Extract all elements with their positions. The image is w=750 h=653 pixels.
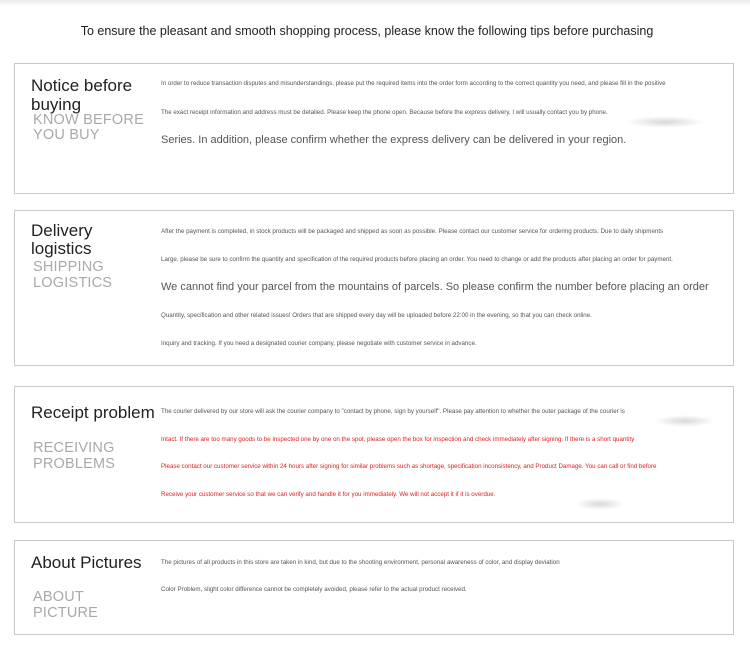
section-title-line-1: Delivery — [31, 221, 93, 240]
decorative-shadow — [625, 116, 705, 128]
receipt-warning-line-3: Receive your customer service so that we can verify and handle it for you immediately. We will not accept it if it is overdue. — [161, 491, 496, 498]
decorative-shadow — [655, 415, 715, 427]
notice-text-line-1: In order to reduce transaction disputes and misunderstandings, please put the required items into the order form according to the correct quantity you need, and please fill in the positive — [161, 80, 666, 87]
delivery-text-line-5: Inquiry and tracking. If you need a designated courier company, please negotiate with customer service in advance. — [161, 340, 477, 347]
pictures-text-line-2: Color Problem, slight color difference cannot be completely avoided, please refer to the actual product received. — [161, 586, 467, 593]
section-title-line-2: logistics — [31, 239, 92, 258]
receipt-problem-panel — [14, 386, 734, 523]
section-subtitle-line-2: PICTURE — [33, 605, 99, 621]
about-pictures-panel — [14, 540, 734, 635]
delivery-text-line-2: Large, please be sure to confirm the quantity and specification of the required products before placing an order. You need to change or add the products after placing an order for payment. — [161, 256, 673, 263]
page-heading: To ensure the pleasant and smooth shopping process, please know the following tips before purchasing — [80, 24, 654, 38]
section-subtitle-line-1: RECEIVING — [33, 440, 115, 456]
delivery-text-line-3: We cannot find your parcel from the mountains of parcels. So please confirm the number before placing an order — [161, 281, 709, 293]
decorative-shadow — [575, 498, 625, 510]
section-subtitle-line-2: PROBLEMS — [33, 456, 116, 472]
receipt-warning-line-2: Please contact our customer service within 24 hours after signing for similar problems such as shortage, specification inconsistency, and Product Damage. You can call or find before — [161, 463, 657, 470]
section-subtitle-line-1: ABOUT — [33, 589, 84, 605]
section-subtitle-line-1: SHIPPING — [33, 259, 104, 275]
delivery-text-line-4: Quantity, specification and other related issues! Orders that are shipped every day will be uploaded before 22:00 in the evening, so that you can check online. — [161, 312, 592, 319]
delivery-logistics-panel — [14, 210, 734, 366]
notice-before-buying-panel — [14, 63, 734, 194]
delivery-text-line-1: After the payment is completed, in stock products will be packaged and shipped as soon as possible. Please contact our customer service for ordering products. Due to daily shipments — [161, 228, 664, 235]
notice-text-line-2: The exact receipt information and address must be detailed. Please keep the phone open. Because before the express delivery, I will usually contact you by phone. — [161, 109, 608, 116]
section-title: Receipt problem — [31, 403, 155, 422]
notice-text-line-3: Series. In addition, please confirm whether the express delivery can be delivered in your region. — [161, 134, 627, 146]
section-title: About Pictures — [31, 553, 142, 572]
section-subtitle-line-2: LOGISTICS — [33, 275, 113, 291]
receipt-text-line-1: The courier delivered by our store will ask the courier company to "contact by phone, sign by yourself". Please pay attention to whether the outer package of the courier is — [161, 408, 625, 415]
receipt-warning-line-1: Intact. If there are too many goods to be inspected one by one on the spot, please open the box for inspection and check immediately after signing. If there is a short quantity — [161, 436, 635, 443]
pictures-text-line-1: The pictures of all products in this store are taken in kind, but due to the shooting environment, personal awareness of color, and display deviation — [161, 559, 560, 566]
section-subtitle-line-2: YOU BUY — [33, 127, 100, 143]
section-subtitle-line-1: KNOW BEFORE — [33, 112, 144, 128]
section-title: Notice before buying — [31, 76, 133, 114]
top-divider — [0, 0, 750, 6]
